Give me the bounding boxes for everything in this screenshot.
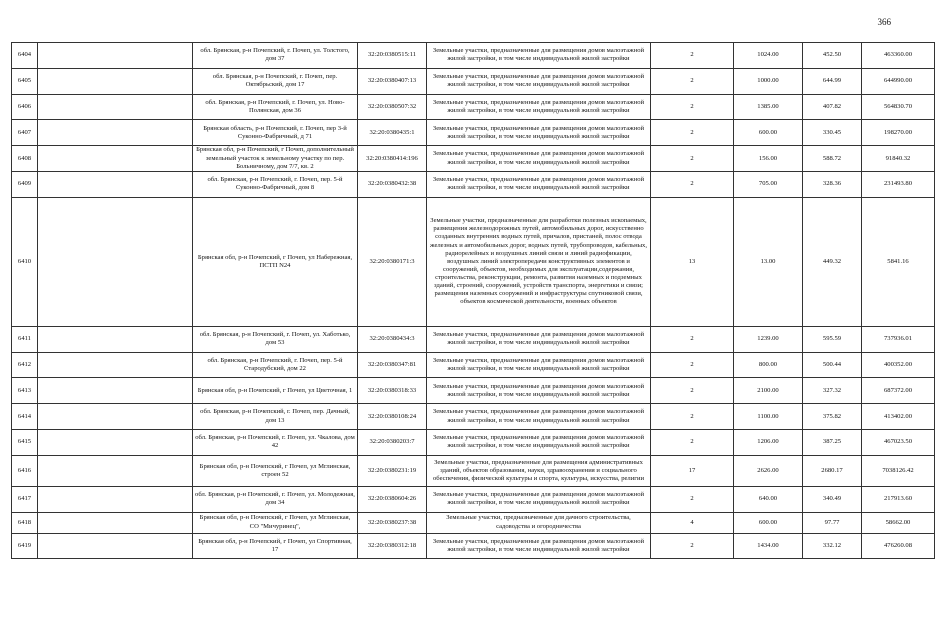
address-cell: Брянская обл, р-н Почепский, г Почеп, дополнительный земельный участок к земельному участку по пер. Больничному, дом 7/7, кв. 2 [193, 146, 358, 172]
blank-cell [38, 378, 193, 404]
cadastral-value-cell: 413402.00 [862, 404, 935, 430]
cadastral-number-cell: 32:20:0380432:38 [358, 171, 427, 197]
land-use-cell: Земельные участки, предназначенные для размещения домов малоэтажной жилой застройки, в том числе индивидуальной жилой застройки [427, 171, 651, 197]
blank-cell [38, 455, 193, 486]
area-cell: 2626.00 [734, 455, 803, 486]
address-cell: Брянская обл, р-н Почепский, г Почеп, ул Цветочная, 1 [193, 378, 358, 404]
blank-cell [38, 171, 193, 197]
land-category-code-cell: 2 [651, 326, 734, 352]
land-category-code-cell: 2 [651, 404, 734, 430]
land-use-cell: Земельные участки, предназначенные для размещения домов малоэтажной жилой застройки, в том числе индивидуальной жилой застройки [427, 429, 651, 455]
price-per-unit-cell: 644.99 [803, 68, 862, 94]
area-cell: 1100.00 [734, 404, 803, 430]
land-use-cell: Земельные участки, предназначенные для размещения домов малоэтажной жилой застройки, в том числе индивидуальной жилой застройки [427, 120, 651, 146]
table-row [12, 533, 935, 559]
cadastral-value-cell: 217913.60 [862, 486, 935, 512]
blank-cell [38, 43, 193, 69]
row-number-cell: 6404 [12, 43, 38, 69]
price-per-unit-cell: 332.12 [803, 533, 862, 559]
land-use-cell: Земельные участки, предназначенные для дачного строительства, садоводства и огородничества [427, 512, 651, 533]
area-cell: 1000.00 [734, 68, 803, 94]
address-cell: обл. Брянская, р-н Почепский, г. Почеп, ул. Толстого, дом 37 [193, 43, 358, 69]
row-number-cell: 6418 [12, 512, 38, 533]
land-category-code-cell: 2 [651, 94, 734, 120]
land-use-cell: Земельные участки, предназначенные для разработки полезных ископаемых, размещения железнодорожных путей, автомобильных дорог, искусственно созданных внутренних водных путей, причалов, пристаней, полос отвода железных и автомобильных дорог, водных путей, трубопроводов, кабельных, радиорелейных и воздушных линий связи и линий радиофикации, воздушных линий электропередачи конструктивных элементов и сооружений, объектов, необходимых для эксплуатации,содержания, строительства, реконструкции, ремонта, развития наземных и подземных зданий, строений, сооружений, устройств транспорта, энергетики и связи; размещения наземных сооружений и инфраструктуры спутниковой связи, объектов космической деятельности, военных объектов [427, 197, 651, 326]
land-category-code-cell: 2 [651, 68, 734, 94]
price-per-unit-cell: 407.82 [803, 94, 862, 120]
address-cell: обл. Брянская, р-н Почепский, г. Почеп, ул. Чкалова, дом 42 [193, 429, 358, 455]
cadastral-number-cell: 32:20:0380515:11 [358, 43, 427, 69]
table-row [12, 68, 935, 94]
address-cell: обл. Брянская, р-н Почепский, г. Почеп, ул. Ново-Полянская, дом 36 [193, 94, 358, 120]
cadastral-value-cell: 476260.08 [862, 533, 935, 559]
price-per-unit-cell: 2680.17 [803, 455, 862, 486]
blank-cell [38, 326, 193, 352]
area-cell: 800.00 [734, 352, 803, 378]
table-row [12, 486, 935, 512]
area-cell: 640.00 [734, 486, 803, 512]
area-cell: 13.00 [734, 197, 803, 326]
address-cell: обл. Брянская, р-н Почепский, г. Почеп, пер. Октябрьский, дом 17 [193, 68, 358, 94]
price-per-unit-cell: 595.59 [803, 326, 862, 352]
blank-cell [38, 120, 193, 146]
blank-cell [38, 352, 193, 378]
land-use-cell: Земельные участки, предназначенные для размещения домов малоэтажной жилой застройки, в том числе индивидуальной жилой застройки [427, 486, 651, 512]
land-use-cell: Земельные участки, предназначенные для размещения домов малоэтажной жилой застройки, в том числе индивидуальной жилой застройки [427, 378, 651, 404]
land-category-code-cell: 4 [651, 512, 734, 533]
land-use-cell: Земельные участки, предназначенные для размещения административных зданий, объектов образования, науки, здравоохранения и социального обеспечения, физической культуры и спорта, культуры, искусства, религии [427, 455, 651, 486]
land-use-cell: Земельные участки, предназначенные для размещения домов малоэтажной жилой застройки, в том числе индивидуальной жилой застройки [427, 352, 651, 378]
price-per-unit-cell: 588.72 [803, 146, 862, 172]
cadastral-number-cell: 32:20:0380435:1 [358, 120, 427, 146]
row-number-cell: 6409 [12, 171, 38, 197]
cadastral-value-cell: 467023.50 [862, 429, 935, 455]
address-cell: Брянская обл, р-н Почепский, г Почеп, ул Спортивная, 17 [193, 533, 358, 559]
land-category-code-cell: 17 [651, 455, 734, 486]
blank-cell [38, 146, 193, 172]
address-cell: обл. Брянская, р-н Почепский, г. Почеп, ул. Хаботько, дом 53 [193, 326, 358, 352]
cadastral-number-cell: 32:20:0380604:26 [358, 486, 427, 512]
price-per-unit-cell: 375.82 [803, 404, 862, 430]
cadastral-value-cell: 564830.70 [862, 94, 935, 120]
table-row [12, 455, 935, 486]
blank-cell [38, 429, 193, 455]
cadastral-number-cell: 32:20:0380312:18 [358, 533, 427, 559]
cadastral-value-cell: 687372.00 [862, 378, 935, 404]
table-row [12, 197, 935, 326]
price-per-unit-cell: 330.45 [803, 120, 862, 146]
cadastral-value-cell: 737936.01 [862, 326, 935, 352]
cadastral-number-cell: 32:20:0380171:3 [358, 197, 427, 326]
area-cell: 1239.00 [734, 326, 803, 352]
row-number-cell: 6416 [12, 455, 38, 486]
row-number-cell: 6407 [12, 120, 38, 146]
address-cell: обл. Брянская, р-н Почепский, г. Почеп, пер. Дачный, дом 13 [193, 404, 358, 430]
table-row [12, 94, 935, 120]
price-per-unit-cell: 97.77 [803, 512, 862, 533]
cadastral-number-cell: 32:20:0380507:32 [358, 94, 427, 120]
cadastral-value-cell: 7038126.42 [862, 455, 935, 486]
blank-cell [38, 94, 193, 120]
address-cell: обл. Брянская, р-н Почепский, г. Почеп, ул. Молодежная, дом 34 [193, 486, 358, 512]
table-row [12, 171, 935, 197]
land-category-code-cell: 13 [651, 197, 734, 326]
area-cell: 1024.00 [734, 43, 803, 69]
table-row [12, 146, 935, 172]
land-use-cell: Земельные участки, предназначенные для размещения домов малоэтажной жилой застройки, в том числе индивидуальной жилой застройки [427, 326, 651, 352]
land-category-code-cell: 2 [651, 171, 734, 197]
area-cell: 1206.00 [734, 429, 803, 455]
row-number-cell: 6412 [12, 352, 38, 378]
row-number-cell: 6405 [12, 68, 38, 94]
cadastral-value-cell: 231493.80 [862, 171, 935, 197]
land-use-cell: Земельные участки, предназначенные для размещения домов малоэтажной жилой застройки, в том числе индивидуальной жилой застройки [427, 68, 651, 94]
land-category-code-cell: 2 [651, 352, 734, 378]
cadastral-value-cell: 91840.32 [862, 146, 935, 172]
table-row [12, 429, 935, 455]
price-per-unit-cell: 340.49 [803, 486, 862, 512]
row-number-cell: 6411 [12, 326, 38, 352]
land-category-code-cell: 2 [651, 378, 734, 404]
cadastral-number-cell: 32:20:0380434:3 [358, 326, 427, 352]
table-row [12, 378, 935, 404]
table-row [12, 326, 935, 352]
cadastral-value-cell: 644990.00 [862, 68, 935, 94]
address-cell: обл. Брянская, р-н Почепский, г. Почеп, пер. 5-й Суконно-Фабричный, дом 8 [193, 171, 358, 197]
price-per-unit-cell: 452.50 [803, 43, 862, 69]
cadastral-number-cell: 32:20:0380347:81 [358, 352, 427, 378]
address-cell: Брянская обл, р-н Почепский, г Почеп, ул Мглинская, строен 52 [193, 455, 358, 486]
blank-cell [38, 486, 193, 512]
land-category-code-cell: 2 [651, 146, 734, 172]
price-per-unit-cell: 328.36 [803, 171, 862, 197]
cadastral-number-cell: 32:20:0380231:19 [358, 455, 427, 486]
table-row [12, 404, 935, 430]
page-number: 366 [877, 17, 891, 27]
address-cell: обл. Брянская, р-н Почепский, г. Почеп, пер. 5-й Стародубский, дом 22 [193, 352, 358, 378]
address-cell: Брянская область, р-н Почепский, г. Почеп, пер 3-й Суконно-Фабричный, д 71 [193, 120, 358, 146]
area-cell: 600.00 [734, 120, 803, 146]
land-category-code-cell: 2 [651, 533, 734, 559]
cadastral-value-cell: 400352.00 [862, 352, 935, 378]
row-number-cell: 6406 [12, 94, 38, 120]
blank-cell [38, 512, 193, 533]
area-cell: 1434.00 [734, 533, 803, 559]
table-row [12, 352, 935, 378]
land-use-cell: Земельные участки, предназначенные для размещения домов малоэтажной жилой застройки, в том числе индивидуальной жилой застройки [427, 43, 651, 69]
cadastral-number-cell: 32:20:0380318:33 [358, 378, 427, 404]
cadastral-number-cell: 32:20:0380414:196 [358, 146, 427, 172]
price-per-unit-cell: 387.25 [803, 429, 862, 455]
price-per-unit-cell: 500.44 [803, 352, 862, 378]
row-number-cell: 6415 [12, 429, 38, 455]
address-cell: Брянская обл, р-н Почепский, г Почеп, ул Мглинская, СО "Мичуринец", [193, 512, 358, 533]
cadastral-value-cell: 5841.16 [862, 197, 935, 326]
row-number-cell: 6417 [12, 486, 38, 512]
land-use-cell: Земельные участки, предназначенные для размещения домов малоэтажной жилой застройки, в том числе индивидуальной жилой застройки [427, 146, 651, 172]
blank-cell [38, 533, 193, 559]
cadastral-number-cell: 32:20:0380203:7 [358, 429, 427, 455]
area-cell: 2100.00 [734, 378, 803, 404]
land-use-cell: Земельные участки, предназначенные для размещения домов малоэтажной жилой застройки, в том числе индивидуальной жилой застройки [427, 404, 651, 430]
row-number-cell: 6419 [12, 533, 38, 559]
area-cell: 156.00 [734, 146, 803, 172]
area-cell: 705.00 [734, 171, 803, 197]
row-number-cell: 6410 [12, 197, 38, 326]
land-category-code-cell: 2 [651, 429, 734, 455]
blank-cell [38, 404, 193, 430]
table-row [12, 43, 935, 69]
blank-cell [38, 197, 193, 326]
cadastral-value-cell: 198270.00 [862, 120, 935, 146]
price-per-unit-cell: 449.32 [803, 197, 862, 326]
cadastral-value-cell: 463360.00 [862, 43, 935, 69]
cadastral-number-cell: 32:20:0380237:38 [358, 512, 427, 533]
row-number-cell: 6414 [12, 404, 38, 430]
cadastral-number-cell: 32:20:0380407:13 [358, 68, 427, 94]
address-cell: Брянская обл, р-н Почепский, г Почеп, ул Набережная, ПСТП N24 [193, 197, 358, 326]
land-use-cell: Земельные участки, предназначенные для размещения домов малоэтажной жилой застройки, в том числе индивидуальной жилой застройки [427, 533, 651, 559]
land-use-cell: Земельные участки, предназначенные для размещения домов малоэтажной жилой застройки, в том числе индивидуальной жилой застройки [427, 94, 651, 120]
area-cell: 1385.00 [734, 94, 803, 120]
table-row [12, 512, 935, 533]
table-row [12, 120, 935, 146]
price-per-unit-cell: 327.32 [803, 378, 862, 404]
table-body [12, 43, 935, 559]
land-plots-table [11, 42, 935, 559]
land-category-code-cell: 2 [651, 486, 734, 512]
blank-cell [38, 68, 193, 94]
row-number-cell: 6408 [12, 146, 38, 172]
cadastral-number-cell: 32:20:0380108:24 [358, 404, 427, 430]
land-category-code-cell: 2 [651, 43, 734, 69]
cadastral-value-cell: 58662.00 [862, 512, 935, 533]
area-cell: 600.00 [734, 512, 803, 533]
row-number-cell: 6413 [12, 378, 38, 404]
land-category-code-cell: 2 [651, 120, 734, 146]
